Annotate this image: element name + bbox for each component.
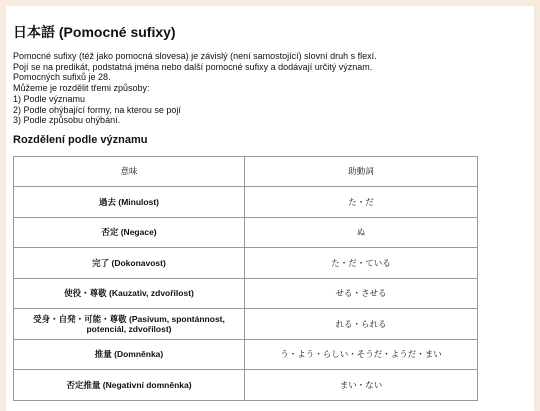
- suffix-cell: ぬ: [245, 217, 478, 248]
- table-row: [14, 217, 478, 248]
- intro-paragraph: [13, 51, 493, 126]
- intro-line: 1) Podle významu: [13, 93, 86, 104]
- suffix-cell: れる・られる: [245, 309, 478, 340]
- table-row: [14, 187, 478, 218]
- meaning-cell: 推量 (Domněnka): [14, 339, 245, 370]
- column-header-meaning: 意味: [14, 156, 245, 187]
- table-row: [14, 248, 478, 279]
- intro-line: 3) Podle způsobu ohýbání.: [13, 115, 121, 126]
- document-page: [6, 6, 534, 411]
- table-row: [14, 339, 478, 370]
- suffix-cell: た・だ・ている: [245, 248, 478, 279]
- meaning-cell: 否定 (Negace): [14, 217, 245, 248]
- table-header-row: [14, 156, 478, 187]
- table-row: [14, 309, 478, 340]
- column-header-suffix: 助動詞: [245, 156, 478, 187]
- document-content: [13, 24, 493, 401]
- table-row: [14, 370, 478, 401]
- suffix-cell: た・だ: [245, 187, 478, 218]
- section-heading: Rozdělení podle významu: [13, 133, 148, 146]
- meaning-cell: 否定推量 (Negativní domněnka): [14, 370, 245, 401]
- table-row: [14, 278, 478, 309]
- intro-line: Pomocné sufixy (též jako pomocná slovesa) je závislý (není samostojící) slovní druh s flexí.: [13, 51, 377, 61]
- intro-line: Pomocných sufixů je 28.: [13, 72, 111, 83]
- meaning-cell: 完了 (Dokonavost): [14, 248, 245, 279]
- suffix-cell: せる・させる: [245, 278, 478, 309]
- meaning-cell: 受身・自発・可能・尊敬 (Pasivum, spontánnost, potenciál, zdvořilost): [14, 309, 245, 340]
- meaning-cell: 過去 (Minulost): [14, 187, 245, 218]
- suffix-table: [13, 156, 478, 401]
- page-title: 日本語 (Pomocné sufixy): [13, 24, 176, 40]
- suffix-cell: まい・ない: [245, 370, 478, 401]
- meaning-cell: 使役・尊敬 (Kauzativ, zdvořilost): [14, 278, 245, 309]
- suffix-cell: う・よう・らしい・そうだ・ようだ・まい: [245, 339, 478, 370]
- intro-line: Můžeme je rozdělit třemi způsoby:: [13, 83, 150, 94]
- intro-line: Pojí se na predikát, podstatná jména nebo další pomocné sufixy a dodávají určitý význam.: [13, 61, 373, 72]
- intro-line: 2) Podle ohýbající formy, na kterou se pojí: [13, 104, 181, 115]
